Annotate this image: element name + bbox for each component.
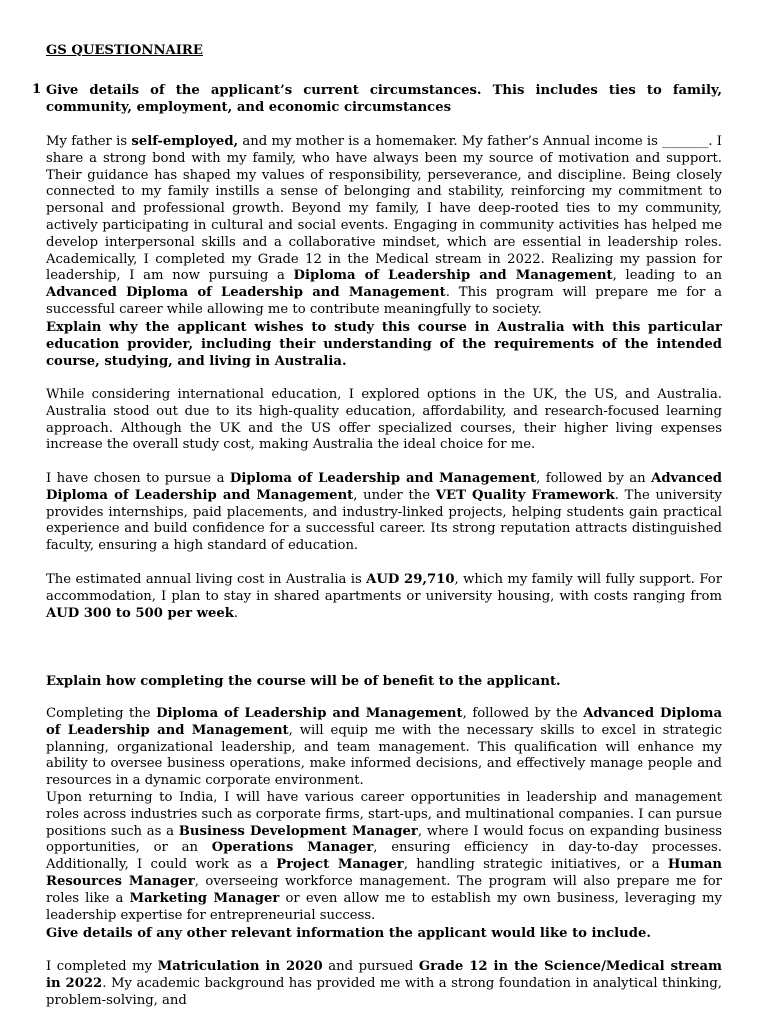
bold-text-run: Matriculation in 2020	[157, 959, 323, 974]
question-4: Give details of any other relevant information the applicant would like to include.	[46, 926, 651, 941]
answer-3-paragraph-1	[46, 706, 722, 790]
text-run: . The university provides internships, paid placements, and industry-linked projects, helping students gain practical experience and build confidence for a successful career. Its strong reputation attracts distinguished faculty, ensuring a high standard of education.	[46, 487, 723, 554]
text-run: My father is	[46, 134, 132, 149]
text-run: , under the	[353, 487, 436, 503]
bold-text-run: Grade 12 in the Science/Medical stream in 2022	[46, 959, 722, 991]
bold-text-run: Advanced Diploma of Leadership and Management	[46, 285, 446, 301]
text-run: , ensuring efficiency in day-to-day processes. Additionally, I could work as a	[46, 840, 723, 873]
bold-text-run: Operations Manager	[211, 840, 374, 856]
text-run: The estimated annual living cost in Australia is	[46, 572, 367, 587]
text-run: .	[233, 605, 239, 621]
page-title: GS QUESTIONNAIRE	[46, 43, 203, 58]
bold-text-run: Diploma of Leadership and Management	[229, 471, 537, 486]
bold-text-run: Marketing Manager	[129, 890, 280, 906]
text-run: . This program will prepare me for a successful career while allowing me to contribute meaningfully to society.	[46, 285, 723, 317]
answer-2-paragraph-3	[46, 572, 722, 622]
bold-text-run: Diploma of Leadership and Management	[293, 268, 613, 284]
question-1: Give details of the applicant’s current circumstances. This includes ties to family, community, employment, and economic circumstances	[46, 83, 722, 115]
answer-2-paragraph-1	[46, 387, 722, 454]
bold-text-run: Business Development Manager	[178, 823, 418, 839]
text-run: , handling strategic initiatives, or a	[403, 857, 668, 873]
answer-1	[46, 134, 722, 319]
text-run: I completed my	[46, 959, 158, 974]
question-3: Explain how completing the course will be of benefit to the applicant.	[46, 674, 561, 689]
text-run: , which my family will fully support. For accommodation, I plan to stay in shared apartments or university housing, with costs ranging from	[46, 572, 722, 604]
text-run: , where I would focus on expanding business opportunities, or an	[46, 823, 722, 856]
text-run: or even allow me to establish my own business, leveraging my leadership expertise for entrepreneurial success.	[46, 890, 723, 923]
bold-text-run: VET Quality Framework	[435, 487, 615, 503]
text-run: . My academic background has provided me with a strong foundation in analytical thinking, problem-solving, and	[46, 975, 722, 1008]
bold-text-run: AUD 300 to 500 per week	[46, 605, 234, 621]
text-run: Upon returning to India, I will have various career opportunities in leadership and management roles across industries such as corporate firms, start-ups, and multinational companies. I can pursue positions such as a	[46, 790, 722, 839]
text-run: Completing the	[46, 706, 157, 721]
bold-text-run: self-employed,	[131, 134, 239, 149]
question-2: Explain why the applicant wishes to study this course in Australia with this particular education provider, including their understanding of the requirements of the intended course, studying, and living in Australia.	[46, 320, 722, 369]
text-run: While considering international education, I explored options in the UK, the US, and Australia. Australia stood out due to its high-quality education, affordability, and research-focused learning approach. Although the UK and the US offer specialized courses, their higher living expenses increase the overall study cost, making Australia the ideal choice for me.	[46, 387, 722, 453]
bold-text-run: Human Resources Manager	[46, 857, 722, 889]
bold-text-run: Advanced Diploma of Leadership and Management	[46, 471, 722, 503]
question-number: 1	[32, 82, 42, 97]
text-run: , leading to an	[612, 268, 723, 284]
answer-3-paragraph-2	[46, 790, 722, 924]
answer-4	[46, 959, 722, 1009]
text-run: , followed by the	[462, 706, 584, 721]
answer-2-paragraph-2	[46, 471, 722, 555]
bold-text-run: Project Manager	[276, 857, 404, 873]
text-run: and my mother is a homemaker. My father’s Annual income is _______. I share a strong bond with my family, who have always been my source of motivation and support. Their guidance has shaped my values of responsibility, perseverance, and discipline. Being closely connected to my family instills a sense of belonging and stability, reinforcing my commitment to personal and professional growth. Beyond my family, I have deep-rooted ties to my community, actively participating in cultural and social events. Engaging in community activities has helped me develop interpersonal skills and a collaborative mindset, which are essential in leadership roles. Academically, I completed my Grade 12 in the Medical stream in 2022. Realizing my passion for leadership, I am now pursuing a	[46, 134, 723, 284]
bold-text-run: Advanced Diploma of Leadership and Management	[46, 706, 723, 738]
text-run: I have chosen to pursue a	[46, 471, 230, 486]
text-run: and pursued	[322, 959, 419, 974]
text-run: , overseeing workforce management. The program will also prepare me for roles like a	[46, 873, 722, 906]
bold-text-run: Diploma of Leadership and Management	[156, 706, 463, 721]
text-run: , followed by an	[536, 471, 652, 486]
text-run: , will equip me with the necessary skills to excel in strategic planning, organizational leadership, and team management. This qualification will enhance my ability to oversee business operations, make informed decisions, and effectively manage people and resources in a dynamic corporate environment.	[46, 722, 722, 789]
bold-text-run: AUD 29,710	[366, 572, 455, 587]
